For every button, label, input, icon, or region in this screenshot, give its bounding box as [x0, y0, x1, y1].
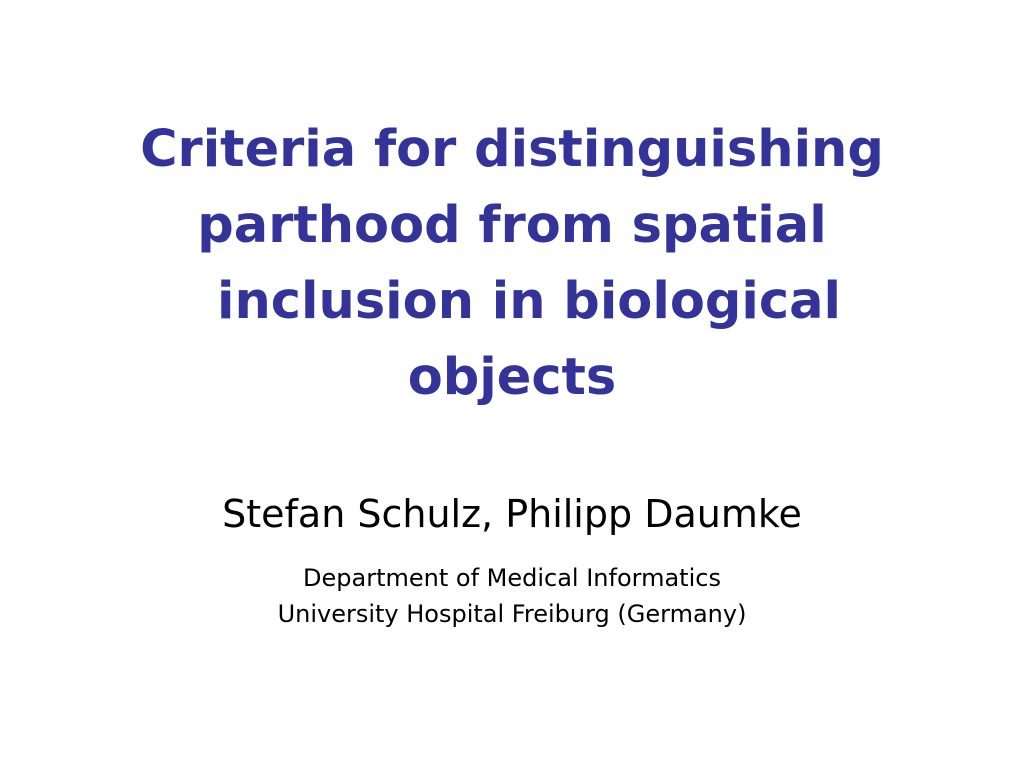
title-line-3: inclusion in biological — [217, 272, 841, 331]
affiliation-line-1: Department of Medical Informatics — [303, 564, 721, 592]
affiliation-line-2: University Hospital Freiburg (Germany) — [277, 600, 747, 628]
title-line-4: objects — [407, 348, 617, 407]
slide-affiliation — [72, 560, 952, 632]
title-line-1: Criteria for distinguishing — [140, 120, 884, 179]
slide-authors — [72, 488, 952, 540]
authors-text: Stefan Schulz, Philipp Daumke — [222, 492, 802, 536]
title-line-2: parthood from spatial — [197, 196, 827, 255]
slide-title — [72, 112, 952, 416]
